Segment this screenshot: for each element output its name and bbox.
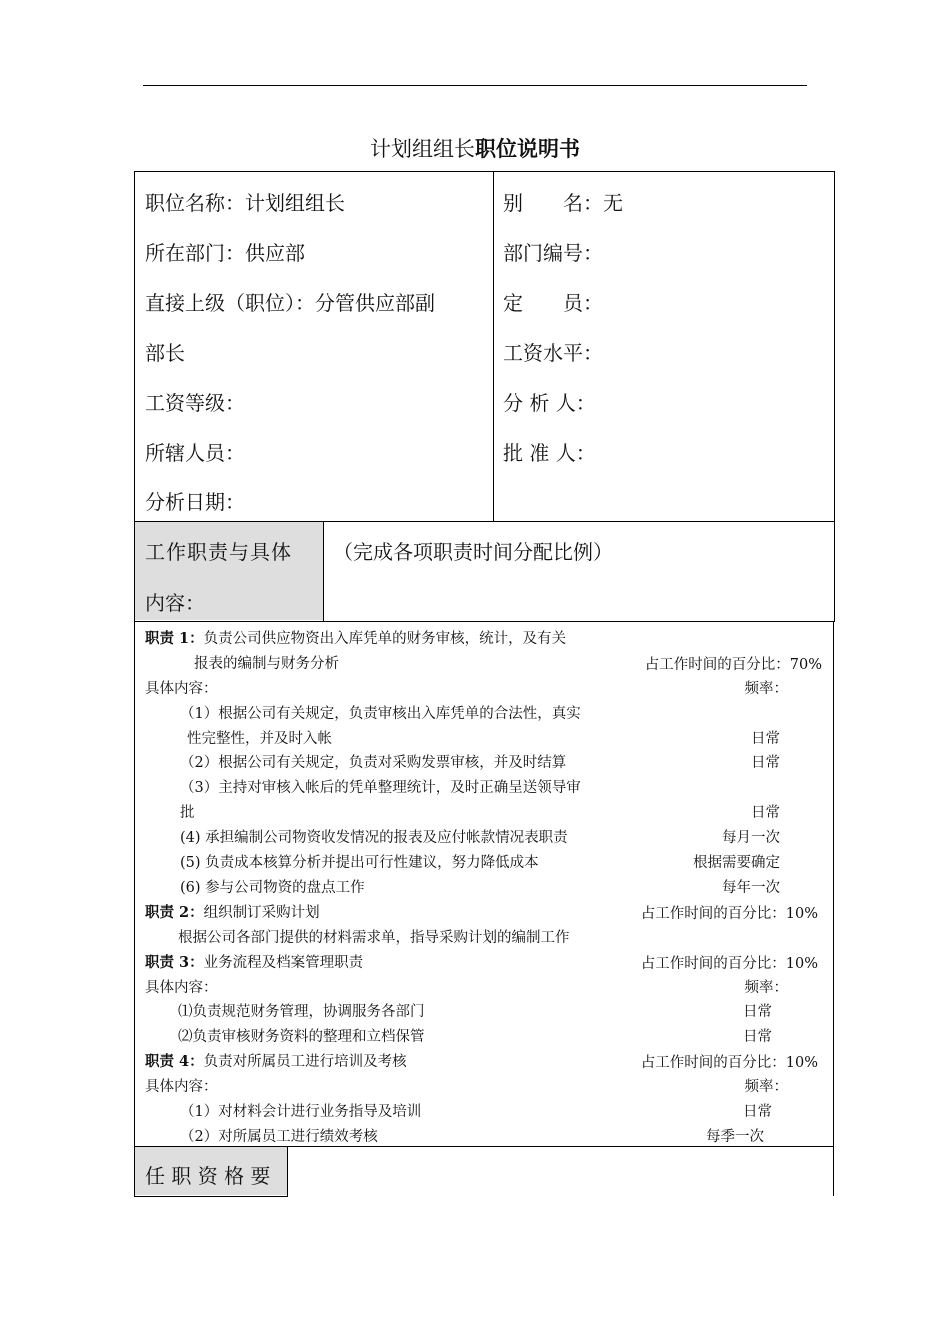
duty-3-content-label: 具体内容： xyxy=(145,980,218,996)
duty-1-item-4-freq: 每月一次 xyxy=(722,830,780,846)
duty-1-text: 负责公司供应物资出入库凭单的财务审核，统计，及有关 xyxy=(203,631,567,647)
duty-1-item-5: (5) 负责成本核算分析并提出可行性建议，努力降低成本 xyxy=(180,855,539,871)
qual-label: 任 职 资 格 要 xyxy=(145,1164,271,1188)
duty-2-percent: 占工作时间的百分比：10% xyxy=(640,906,818,922)
duty-3-text: 业务流程及档案管理职责 xyxy=(203,955,364,971)
header-rule xyxy=(143,85,807,86)
duty-1-title: 职责 1： xyxy=(145,630,204,647)
duty-3-item-1: ⑴负责规范财务管理，协调服务各部门 xyxy=(178,1004,425,1020)
info-left-3: 直接上级（职位）：分管供应部副 xyxy=(145,291,435,315)
duty-1-item-5-freq: 根据需要确定 xyxy=(693,855,780,871)
info-left-6: 所辖人员： xyxy=(145,441,245,465)
duty-1-item-6-freq: 每年一次 xyxy=(722,880,780,896)
duties-left-border xyxy=(134,622,135,1146)
duty-1-item-1a: （1）根据公司有关规定，负责审核出入库凭单的合法性，真实 xyxy=(180,706,581,722)
duty-1-item-3-freq: 日常 xyxy=(751,805,780,821)
info-table xyxy=(134,171,835,522)
title-prefix: 计划组组长 xyxy=(370,137,475,161)
duty-1-item-2-freq: 日常 xyxy=(751,755,780,771)
duty-3-title: 职责 3： xyxy=(145,954,204,971)
info-right-1: 别 名：无 xyxy=(503,191,623,215)
duty-3-item-2: ⑵负责审核财务资料的整理和立档保管 xyxy=(178,1029,425,1045)
info-divider xyxy=(493,171,494,522)
info-left-1: 职位名称：计划组组长 xyxy=(145,191,345,215)
page-title xyxy=(0,133,950,163)
duty-4-item-2-freq: 每季一次 xyxy=(706,1129,764,1145)
duty-1-item-1-freq: 日常 xyxy=(751,731,780,747)
duty-1-item-3b: 批 xyxy=(180,805,195,821)
duty-2-text: 组织制订采购计划 xyxy=(203,905,320,921)
duty-2-item-1: 根据公司各部门提供的材料需求单，指导采购计划的编制工作 xyxy=(178,930,570,946)
duty-4-item-2: （2）对所属员工进行绩效考核 xyxy=(180,1129,378,1145)
info-right-2: 部门编号： xyxy=(503,241,603,265)
duty-1-item-4: (4) 承担编制公司物资收发情况的报表及应付帐款情况表职责 xyxy=(180,830,568,846)
duty-2-line xyxy=(145,901,320,922)
duty-1-item-3a: （3）主持对审核入帐后的凭单整理统计，及时正确呈送领导审 xyxy=(180,780,581,796)
duty-3-item-1-freq: 日常 xyxy=(743,1004,772,1020)
qual-right-border xyxy=(833,1146,834,1196)
info-right-5: 分 析 人： xyxy=(503,391,596,415)
info-right-4: 工资水平： xyxy=(503,341,603,365)
duty-1-item-1b: 性完整性，并及时入帐 xyxy=(187,731,332,747)
duty-4-title: 职责 4： xyxy=(145,1053,204,1070)
duties-header-label-1: 工作职责与具体 xyxy=(145,540,292,564)
duty-4-text: 负责对所属员工进行培训及考核 xyxy=(203,1054,407,1070)
duty-1-content-label: 具体内容： xyxy=(145,681,218,697)
duty-1-item-6: (6) 参与公司物资的盘点工作 xyxy=(180,880,365,896)
duty-4-percent: 占工作时间的百分比：10% xyxy=(640,1055,818,1071)
info-right-3: 定 员： xyxy=(503,291,603,315)
duty-1-item-2: （2）根据公司有关规定，负责对采购发票审核，并及时结算 xyxy=(180,755,567,771)
duties-header-divider xyxy=(323,521,324,622)
title-suffix: 职位说明书 xyxy=(475,136,580,161)
duties-right-border xyxy=(833,622,834,1146)
duty-1-percent: 占工作时间的百分比：70% xyxy=(644,657,822,673)
info-left-7: 分析日期： xyxy=(145,490,245,514)
duty-4-line xyxy=(145,1050,407,1071)
info-left-4: 部长 xyxy=(145,341,185,365)
duty-3-percent: 占工作时间的百分比：10% xyxy=(640,956,818,972)
duties-header-label-2: 内容： xyxy=(145,591,205,615)
duty-4-item-1-freq: 日常 xyxy=(743,1104,772,1120)
duty-3-item-2-freq: 日常 xyxy=(743,1029,772,1045)
duty-1-frequency-label: 频率： xyxy=(744,681,788,697)
duty-2-title: 职责 2： xyxy=(145,904,204,921)
duty-3-line xyxy=(145,951,363,972)
duties-header-note: （完成各项职责时间分配比例） xyxy=(333,540,613,564)
duty-4-frequency-label: 频率： xyxy=(744,1079,788,1095)
info-left-5: 工资等级： xyxy=(145,391,245,415)
duty-4-item-1: （1）对材料会计进行业务指导及培训 xyxy=(180,1104,422,1120)
duty-3-frequency-label: 频率： xyxy=(744,980,788,996)
duty-1-line xyxy=(145,627,566,648)
duty-4-content-label: 具体内容： xyxy=(145,1079,218,1095)
duty-1-text-2: 报表的编制与财务分析 xyxy=(194,656,339,672)
info-left-2: 所在部门：供应部 xyxy=(145,241,305,265)
info-right-6: 批 准 人： xyxy=(503,441,596,465)
